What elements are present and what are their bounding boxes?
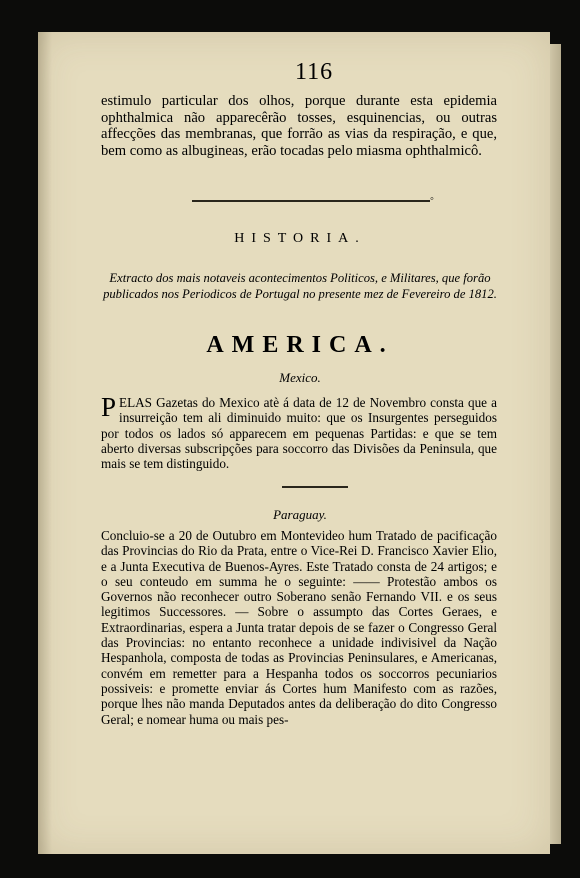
section-subtitle: Extracto dos mais notaveis acontecimentos Politicos, e Militares, que forão publicados nos Periodicos de Portugal no presente mez de Fevereiro de 1812. [103, 271, 497, 301]
drop-cap: P [101, 392, 117, 422]
mexico-heading: Mexico. [279, 370, 321, 385]
opening-paragraph: estimulo particular dos olhos, porque durante esta epidemia ophthalmica não apparecêrão tosses, esquinencias, ou outras affecções das membranas, que forrão as vias da respiração, e que, bem como as albugineas, erão tocadas pelo miasma ophthalmicô. [101, 93, 497, 159]
region-heading: AMERICA. [206, 332, 394, 358]
mexico-paragraph [101, 392, 497, 472]
gutter-shadow [38, 32, 52, 854]
mexico-text: ELAS Gazetas do Mexico atè á data de 12 de Novembro consta que a insurreição tem ali diminuido muito: que os Insurgentes perseguidos por todos os lados só apparecem em pequenas Partidas: e que se tem aberto diversas subscripções para soccorro das Divisões da Peninsula, que mais se tem distinguido. [101, 395, 497, 472]
paraguay-paragraph: Concluio-se a 20 de Outubro em Montevideo hum Tratado de pacificação das Provincias do Rio da Prata, entre o Vice-Rei D. Francisco Xavier Elio, e a Junta Executiva de Buenos-Ayres. Este Tratado consta de 24 artigos; e o seu conteudo em summa he o seguinte: —— Protestão ambos os Governos não reconhecer outro Soberano senão Fernando VII. e os seus legitimos Successores. — Sobre o assumpto das Cortes Geraes, e Extraordinarias, espera a Junta tratar depois de se fazer o Congresso Geral das Provincias: no entanto reconhece a unidade indivisivel da Nação Hespanhola, composta de todas as Provincias Peninsulares, e Americanas, convém em remetter para a Hespanha todos os soccorros pecuniarios possiveis: e promette enviar ás Cortes hum Manifesto com as razões, porque lhes não manda Deputados antes da deliberação do dito Congresso Geral; e nomear huma ou mais pes- [101, 528, 497, 727]
short-divider-rule [282, 486, 348, 488]
rule-flourish-icon: ◦ [430, 193, 434, 205]
page-number: 116 [295, 59, 334, 85]
section-divider-rule [192, 200, 430, 202]
section-title: HISTORIA. [234, 231, 366, 246]
paraguay-heading: Paraguay. [273, 507, 327, 522]
adjacent-page-edge [550, 44, 561, 844]
